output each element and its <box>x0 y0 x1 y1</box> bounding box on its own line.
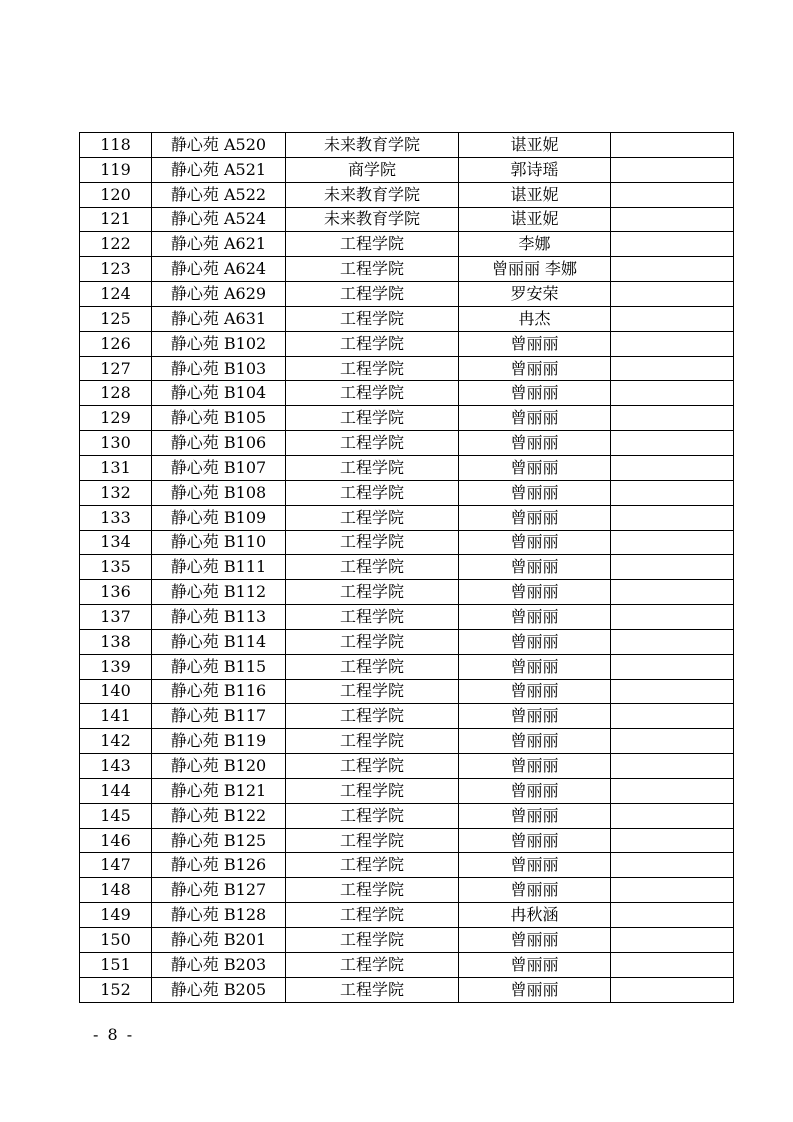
table-row <box>80 903 734 928</box>
room-cell: 静心苑 B117 <box>152 704 286 729</box>
college-cell: 工程学院 <box>286 530 459 555</box>
table-row <box>80 157 734 182</box>
note-cell <box>611 431 734 456</box>
room-cell: 静心苑 B102 <box>152 331 286 356</box>
table-row <box>80 952 734 977</box>
person-cell: 曾丽丽 李娜 <box>459 257 611 282</box>
note-cell <box>611 331 734 356</box>
note-cell <box>611 729 734 754</box>
person-cell: 曾丽丽 <box>459 480 611 505</box>
room-cell: 静心苑 B128 <box>152 903 286 928</box>
room-cell: 静心苑 B109 <box>152 505 286 530</box>
college-cell: 未来教育学院 <box>286 182 459 207</box>
college-cell: 工程学院 <box>286 928 459 953</box>
college-cell: 工程学院 <box>286 282 459 307</box>
row-number-cell: 150 <box>80 928 152 953</box>
college-cell: 工程学院 <box>286 654 459 679</box>
row-number-cell: 143 <box>80 754 152 779</box>
table-row <box>80 977 734 1002</box>
person-cell: 曾丽丽 <box>459 431 611 456</box>
table-row <box>80 356 734 381</box>
note-cell <box>611 306 734 331</box>
person-cell: 曾丽丽 <box>459 754 611 779</box>
room-cell: 静心苑 B125 <box>152 828 286 853</box>
college-cell: 工程学院 <box>286 828 459 853</box>
college-cell: 工程学院 <box>286 480 459 505</box>
row-number-cell: 144 <box>80 778 152 803</box>
college-cell: 未来教育学院 <box>286 133 459 158</box>
row-number-cell: 135 <box>80 555 152 580</box>
row-number-cell: 151 <box>80 952 152 977</box>
table-row <box>80 331 734 356</box>
college-cell: 未来教育学院 <box>286 207 459 232</box>
note-cell <box>611 580 734 605</box>
college-cell: 工程学院 <box>286 729 459 754</box>
row-number-cell: 123 <box>80 257 152 282</box>
note-cell <box>611 952 734 977</box>
table-row <box>80 455 734 480</box>
note-cell <box>611 133 734 158</box>
person-cell: 曾丽丽 <box>459 704 611 729</box>
note-cell <box>611 828 734 853</box>
table-row <box>80 381 734 406</box>
row-number-cell: 121 <box>80 207 152 232</box>
room-cell: 静心苑 A520 <box>152 133 286 158</box>
room-cell: 静心苑 B111 <box>152 555 286 580</box>
person-cell: 曾丽丽 <box>459 381 611 406</box>
college-cell: 工程学院 <box>286 232 459 257</box>
note-cell <box>611 654 734 679</box>
row-number-cell: 149 <box>80 903 152 928</box>
college-cell: 商学院 <box>286 157 459 182</box>
person-cell: 曾丽丽 <box>459 356 611 381</box>
college-cell: 工程学院 <box>286 778 459 803</box>
row-number-cell: 125 <box>80 306 152 331</box>
room-cell: 静心苑 A624 <box>152 257 286 282</box>
table-row <box>80 480 734 505</box>
room-cell: 静心苑 A631 <box>152 306 286 331</box>
row-number-cell: 138 <box>80 629 152 654</box>
note-cell <box>611 406 734 431</box>
college-cell: 工程学院 <box>286 704 459 729</box>
person-cell: 曾丽丽 <box>459 803 611 828</box>
note-cell <box>611 356 734 381</box>
table-row <box>80 679 734 704</box>
person-cell: 曾丽丽 <box>459 952 611 977</box>
note-cell <box>611 778 734 803</box>
table-row <box>80 704 734 729</box>
note-cell <box>611 282 734 307</box>
table-row <box>80 257 734 282</box>
table-row <box>80 207 734 232</box>
room-cell: 静心苑 A621 <box>152 232 286 257</box>
row-number-cell: 119 <box>80 157 152 182</box>
note-cell <box>611 182 734 207</box>
table-row <box>80 555 734 580</box>
table-row <box>80 182 734 207</box>
table-row <box>80 605 734 630</box>
dormitory-table <box>79 132 734 1003</box>
person-cell: 曾丽丽 <box>459 331 611 356</box>
room-cell: 静心苑 B104 <box>152 381 286 406</box>
row-number-cell: 120 <box>80 182 152 207</box>
college-cell: 工程学院 <box>286 431 459 456</box>
room-cell: 静心苑 B116 <box>152 679 286 704</box>
college-cell: 工程学院 <box>286 555 459 580</box>
row-number-cell: 118 <box>80 133 152 158</box>
college-cell: 工程学院 <box>286 455 459 480</box>
table-row <box>80 431 734 456</box>
row-number-cell: 146 <box>80 828 152 853</box>
row-number-cell: 145 <box>80 803 152 828</box>
note-cell <box>611 803 734 828</box>
row-number-cell: 136 <box>80 580 152 605</box>
room-cell: 静心苑 A629 <box>152 282 286 307</box>
room-cell: 静心苑 B119 <box>152 729 286 754</box>
person-cell: 郭诗瑶 <box>459 157 611 182</box>
college-cell: 工程学院 <box>286 331 459 356</box>
college-cell: 工程学院 <box>286 257 459 282</box>
person-cell: 曾丽丽 <box>459 505 611 530</box>
room-cell: 静心苑 B121 <box>152 778 286 803</box>
person-cell: 李娜 <box>459 232 611 257</box>
college-cell: 工程学院 <box>286 903 459 928</box>
note-cell <box>611 157 734 182</box>
row-number-cell: 141 <box>80 704 152 729</box>
person-cell: 谌亚妮 <box>459 133 611 158</box>
room-cell: 静心苑 B205 <box>152 977 286 1002</box>
note-cell <box>611 629 734 654</box>
room-cell: 静心苑 B122 <box>152 803 286 828</box>
note-cell <box>611 903 734 928</box>
person-cell: 曾丽丽 <box>459 555 611 580</box>
note-cell <box>611 480 734 505</box>
room-cell: 静心苑 A521 <box>152 157 286 182</box>
row-number-cell: 129 <box>80 406 152 431</box>
table-row <box>80 654 734 679</box>
row-number-cell: 148 <box>80 878 152 903</box>
note-cell <box>611 754 734 779</box>
row-number-cell: 130 <box>80 431 152 456</box>
note-cell <box>611 605 734 630</box>
table-row <box>80 530 734 555</box>
college-cell: 工程学院 <box>286 803 459 828</box>
college-cell: 工程学院 <box>286 406 459 431</box>
table-row <box>80 828 734 853</box>
page-number: - 8 - <box>93 1025 135 1044</box>
note-cell <box>611 232 734 257</box>
note-cell <box>611 381 734 406</box>
college-cell: 工程学院 <box>286 977 459 1002</box>
table-row <box>80 803 734 828</box>
person-cell: 曾丽丽 <box>459 654 611 679</box>
table-row <box>80 778 734 803</box>
table-row <box>80 878 734 903</box>
note-cell <box>611 505 734 530</box>
table-row <box>80 505 734 530</box>
table-row <box>80 282 734 307</box>
note-cell <box>611 555 734 580</box>
room-cell: 静心苑 A524 <box>152 207 286 232</box>
note-cell <box>611 704 734 729</box>
table-row <box>80 629 734 654</box>
note-cell <box>611 977 734 1002</box>
row-number-cell: 134 <box>80 530 152 555</box>
note-cell <box>611 455 734 480</box>
table-row <box>80 133 734 158</box>
row-number-cell: 128 <box>80 381 152 406</box>
row-number-cell: 137 <box>80 605 152 630</box>
person-cell: 曾丽丽 <box>459 629 611 654</box>
table-row <box>80 928 734 953</box>
room-cell: 静心苑 B115 <box>152 654 286 679</box>
person-cell: 曾丽丽 <box>459 778 611 803</box>
person-cell: 曾丽丽 <box>459 580 611 605</box>
room-cell: 静心苑 B108 <box>152 480 286 505</box>
person-cell: 曾丽丽 <box>459 977 611 1002</box>
note-cell <box>611 679 734 704</box>
note-cell <box>611 207 734 232</box>
college-cell: 工程学院 <box>286 952 459 977</box>
table-row <box>80 306 734 331</box>
college-cell: 工程学院 <box>286 580 459 605</box>
room-cell: 静心苑 B114 <box>152 629 286 654</box>
room-cell: 静心苑 B112 <box>152 580 286 605</box>
college-cell: 工程学院 <box>286 505 459 530</box>
college-cell: 工程学院 <box>286 629 459 654</box>
person-cell: 曾丽丽 <box>459 853 611 878</box>
person-cell: 曾丽丽 <box>459 530 611 555</box>
room-cell: 静心苑 B110 <box>152 530 286 555</box>
room-cell: 静心苑 B103 <box>152 356 286 381</box>
row-number-cell: 126 <box>80 331 152 356</box>
person-cell: 罗安荣 <box>459 282 611 307</box>
person-cell: 曾丽丽 <box>459 928 611 953</box>
person-cell: 曾丽丽 <box>459 878 611 903</box>
row-number-cell: 147 <box>80 853 152 878</box>
room-cell: 静心苑 B120 <box>152 754 286 779</box>
note-cell <box>611 853 734 878</box>
table-body <box>80 133 734 1003</box>
room-cell: 静心苑 B201 <box>152 928 286 953</box>
person-cell: 曾丽丽 <box>459 605 611 630</box>
row-number-cell: 122 <box>80 232 152 257</box>
table-row <box>80 853 734 878</box>
person-cell: 谌亚妮 <box>459 182 611 207</box>
row-number-cell: 132 <box>80 480 152 505</box>
row-number-cell: 139 <box>80 654 152 679</box>
table-row <box>80 580 734 605</box>
table-row <box>80 754 734 779</box>
row-number-cell: 131 <box>80 455 152 480</box>
college-cell: 工程学院 <box>286 679 459 704</box>
table-row <box>80 406 734 431</box>
college-cell: 工程学院 <box>286 306 459 331</box>
room-cell: 静心苑 A522 <box>152 182 286 207</box>
college-cell: 工程学院 <box>286 853 459 878</box>
person-cell: 曾丽丽 <box>459 828 611 853</box>
room-cell: 静心苑 B113 <box>152 605 286 630</box>
person-cell: 曾丽丽 <box>459 406 611 431</box>
college-cell: 工程学院 <box>286 605 459 630</box>
table-row <box>80 232 734 257</box>
note-cell <box>611 928 734 953</box>
room-cell: 静心苑 B107 <box>152 455 286 480</box>
row-number-cell: 133 <box>80 505 152 530</box>
room-cell: 静心苑 B105 <box>152 406 286 431</box>
college-cell: 工程学院 <box>286 356 459 381</box>
person-cell: 曾丽丽 <box>459 729 611 754</box>
room-cell: 静心苑 B203 <box>152 952 286 977</box>
table-row <box>80 729 734 754</box>
row-number-cell: 140 <box>80 679 152 704</box>
person-cell: 冉秋涵 <box>459 903 611 928</box>
note-cell <box>611 257 734 282</box>
college-cell: 工程学院 <box>286 754 459 779</box>
room-cell: 静心苑 B127 <box>152 878 286 903</box>
note-cell <box>611 530 734 555</box>
person-cell: 谌亚妮 <box>459 207 611 232</box>
note-cell <box>611 878 734 903</box>
college-cell: 工程学院 <box>286 878 459 903</box>
row-number-cell: 142 <box>80 729 152 754</box>
college-cell: 工程学院 <box>286 381 459 406</box>
room-cell: 静心苑 B106 <box>152 431 286 456</box>
person-cell: 曾丽丽 <box>459 679 611 704</box>
row-number-cell: 124 <box>80 282 152 307</box>
person-cell: 冉杰 <box>459 306 611 331</box>
person-cell: 曾丽丽 <box>459 455 611 480</box>
row-number-cell: 127 <box>80 356 152 381</box>
room-cell: 静心苑 B126 <box>152 853 286 878</box>
row-number-cell: 152 <box>80 977 152 1002</box>
